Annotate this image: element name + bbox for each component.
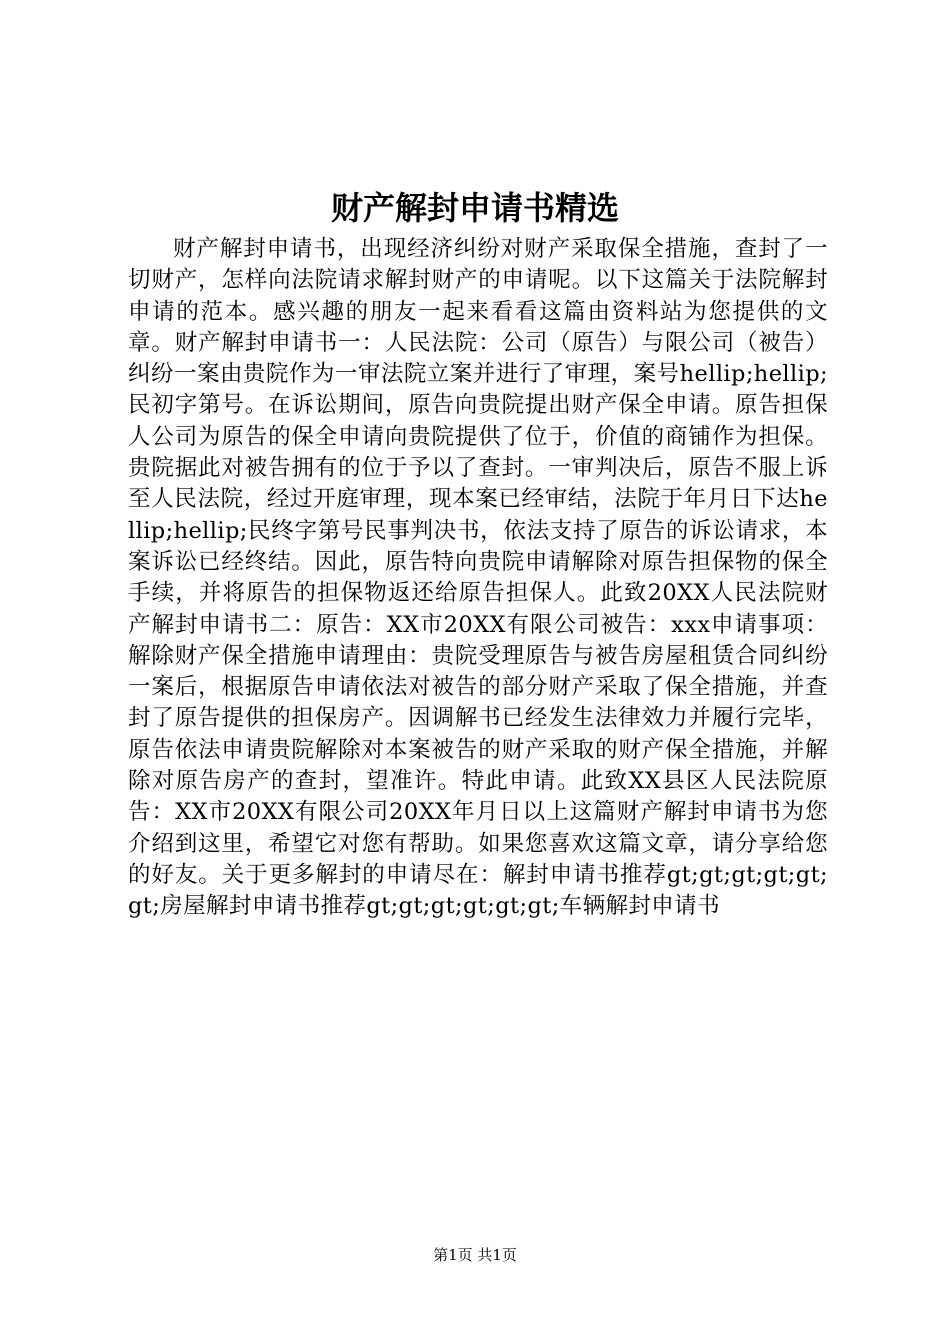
page-footer: 第1页 共1页 — [433, 1246, 517, 1264]
document-title: 财产解封申请书精选 — [330, 189, 619, 227]
document-body: 财产解封申请书，出现经济纠纷对财产采取保全措施，查封了一切财产，怎样向法院请求解封财产的申请呢。以下这篇关于法院解封申请的范本。感兴趣的朋友一起来看看这篇由资料站为您提供的文章。财产解封申请书一：人民法院：公司（原告）与限公司（被告）纠纷一案由贵院作为一审法院立案并进行了审理，案号hellip;hellip;民初字第号。在诉讼期间，原告向贵院提出财产保全申请。原告担保人公司为原告的保全申请向贵院提供了位于，价值的商铺作为担保。贵院据此对被告拥有的位于予以了查封。一审判决后，原告不服上诉至人民法院，经过开庭审理，现本案已经审结，法院于年月日下达hellip;hellip;民终字第号民事判决书，依法支持了原告的诉讼请求，本案诉讼已经终结。因此，原告特向贵院申请解除对原告担保物的保全手续，并将原告的担保物返还给原告担保人。此致20XX人民法院财产解封申请书二：原告：XX市20XX有限公司被告：xxx申请事项：解除财产保全措施申请理由：贵院受理原告与被告房屋租赁合同纠纷一案后，根据原告申请依法对被告的部分财产采取了保全措施，并查封了原告提供的担保房产。因调解书已经发生法律效力并履行完毕，原告依法申请贵院解除对本案被告的财产采取的财产保全措施，并解除对原告房产的查封，望准许。特此申请。此致XX县区人民法院原告：XX市20XX有限公司20XX年月日以上这篇财产解封申请书为您介绍到这里，希望它对您有帮助。如果您喜欢这篇文章，请分享给您的好友。关于更多解封的申请尽在：解封申请书推荐gt;gt;gt;gt;gt;gt;房屋解封申请书推荐gt;gt;gt;gt;gt;gt;车辆解封申请书 — [128, 236, 828, 920]
